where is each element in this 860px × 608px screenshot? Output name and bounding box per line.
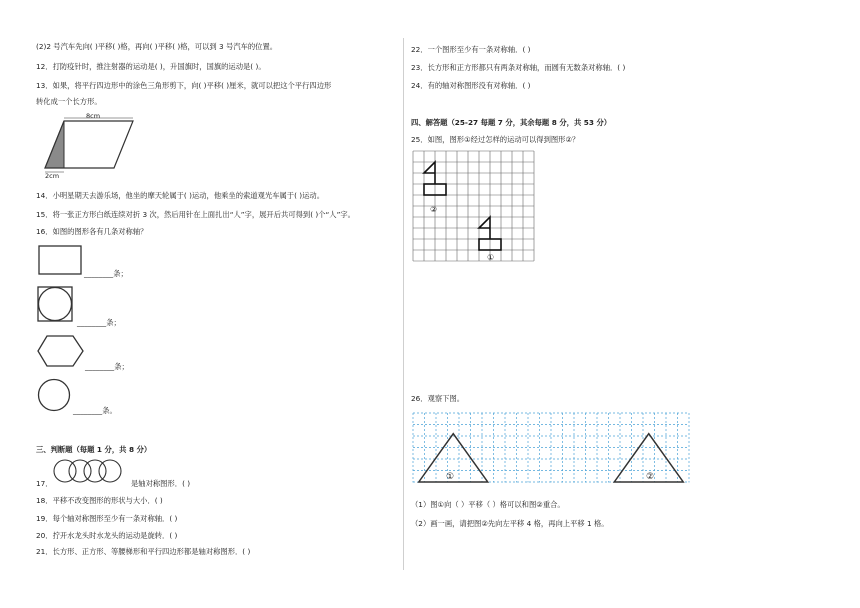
question-13-line-2: 转化成一个长方形。 bbox=[36, 97, 102, 106]
figure-1-flag bbox=[479, 217, 490, 239]
question-14: 14．小明星期天去游乐场，他坐的摩天轮属于( )运动，他乘坐的索道观光车属于( )运动。 bbox=[36, 191, 324, 200]
triangle-1-label: ① bbox=[446, 472, 455, 482]
hexagon-shape bbox=[37, 334, 85, 370]
question-16: 16．如图的图形各有几条对称轴？ bbox=[36, 227, 148, 236]
section-3-heading: 三、判断题（每题 1 分，共 8 分） bbox=[36, 445, 152, 454]
question-11-part-2: (2)2 号汽车先向( )平移( )格，再向( )平移( )格，可以到 3 号汽车的位置。 bbox=[36, 42, 278, 51]
top-length-label: 8cm bbox=[86, 112, 101, 120]
question-17-text: 是轴对称图形．( ) bbox=[131, 479, 191, 488]
section-4-heading: 四、解答题（25-27 每题 7 分，其余每题 8 分，共 53 分） bbox=[411, 118, 612, 127]
rectangle-shape bbox=[38, 245, 84, 277]
blank-rectangle: ________条； bbox=[84, 269, 128, 278]
question-12: 12．打防疫针时，推注射器的运动是( )，升国旗时，国旗的运动是( )。 bbox=[36, 62, 266, 71]
question-25: 25．如图，图形①经过怎样的运动可以得到图形②？ bbox=[411, 135, 580, 144]
question-20: 20．拧开水龙头时水龙头的运动是旋转．( ) bbox=[36, 531, 178, 540]
question-18: 18．平移不改变图形的形状与大小．( ) bbox=[36, 496, 163, 505]
question-15: 15．将一张正方形白纸连续对折 3 次，然后用针在上面扎出“人”字，展开后共可得到( )个“人”字。 bbox=[36, 210, 355, 219]
figure-1-label: ① bbox=[487, 253, 495, 262]
question-21: 21．长方形、正方形、等腰梯形和平行四边形都是轴对称图形．( ) bbox=[36, 547, 251, 556]
question-22: 22．一个图形至少有一条对称轴．( ) bbox=[411, 45, 531, 54]
blank-square-circle: ________条； bbox=[77, 318, 121, 327]
question-23: 23．长方形和正方形都只有两条对称轴，而圆有无数条对称轴．( ) bbox=[411, 63, 626, 72]
parallelogram-figure bbox=[40, 112, 150, 180]
four-circles-figure bbox=[51, 459, 131, 485]
question-17-number: 17． bbox=[36, 479, 53, 488]
column-divider bbox=[403, 38, 404, 570]
figure-2-flag bbox=[424, 162, 435, 184]
blank-circle: ________条。 bbox=[73, 406, 117, 415]
question-26-part-2: （2）画一画，请把图②先向左平移 4 格，再向上平移 1 格。 bbox=[411, 519, 609, 528]
blank-hexagon: ________条； bbox=[85, 362, 129, 371]
circle-shape bbox=[37, 378, 73, 414]
question-13-line-1: 13．如果，将平行四边形中的涂色三角形剪下，向( )平移( )厘米，就可以把这个平行四边形 bbox=[36, 81, 332, 90]
bottom-length-label: 2cm bbox=[45, 172, 60, 180]
figure-2-label: ② bbox=[430, 205, 438, 214]
triangle-2-label: ② bbox=[646, 472, 655, 482]
question-26-part-1: （1）图①向（ ）平移（ ）格可以和图②重合。 bbox=[411, 500, 565, 509]
square-with-circle-shape bbox=[37, 286, 75, 324]
question-26: 26．观察下图。 bbox=[411, 394, 465, 403]
question-19: 19．每个轴对称图形至少有一条对称轴．( ) bbox=[36, 514, 178, 523]
question-24: 24．有的轴对称图形没有对称轴．( ) bbox=[411, 81, 531, 90]
